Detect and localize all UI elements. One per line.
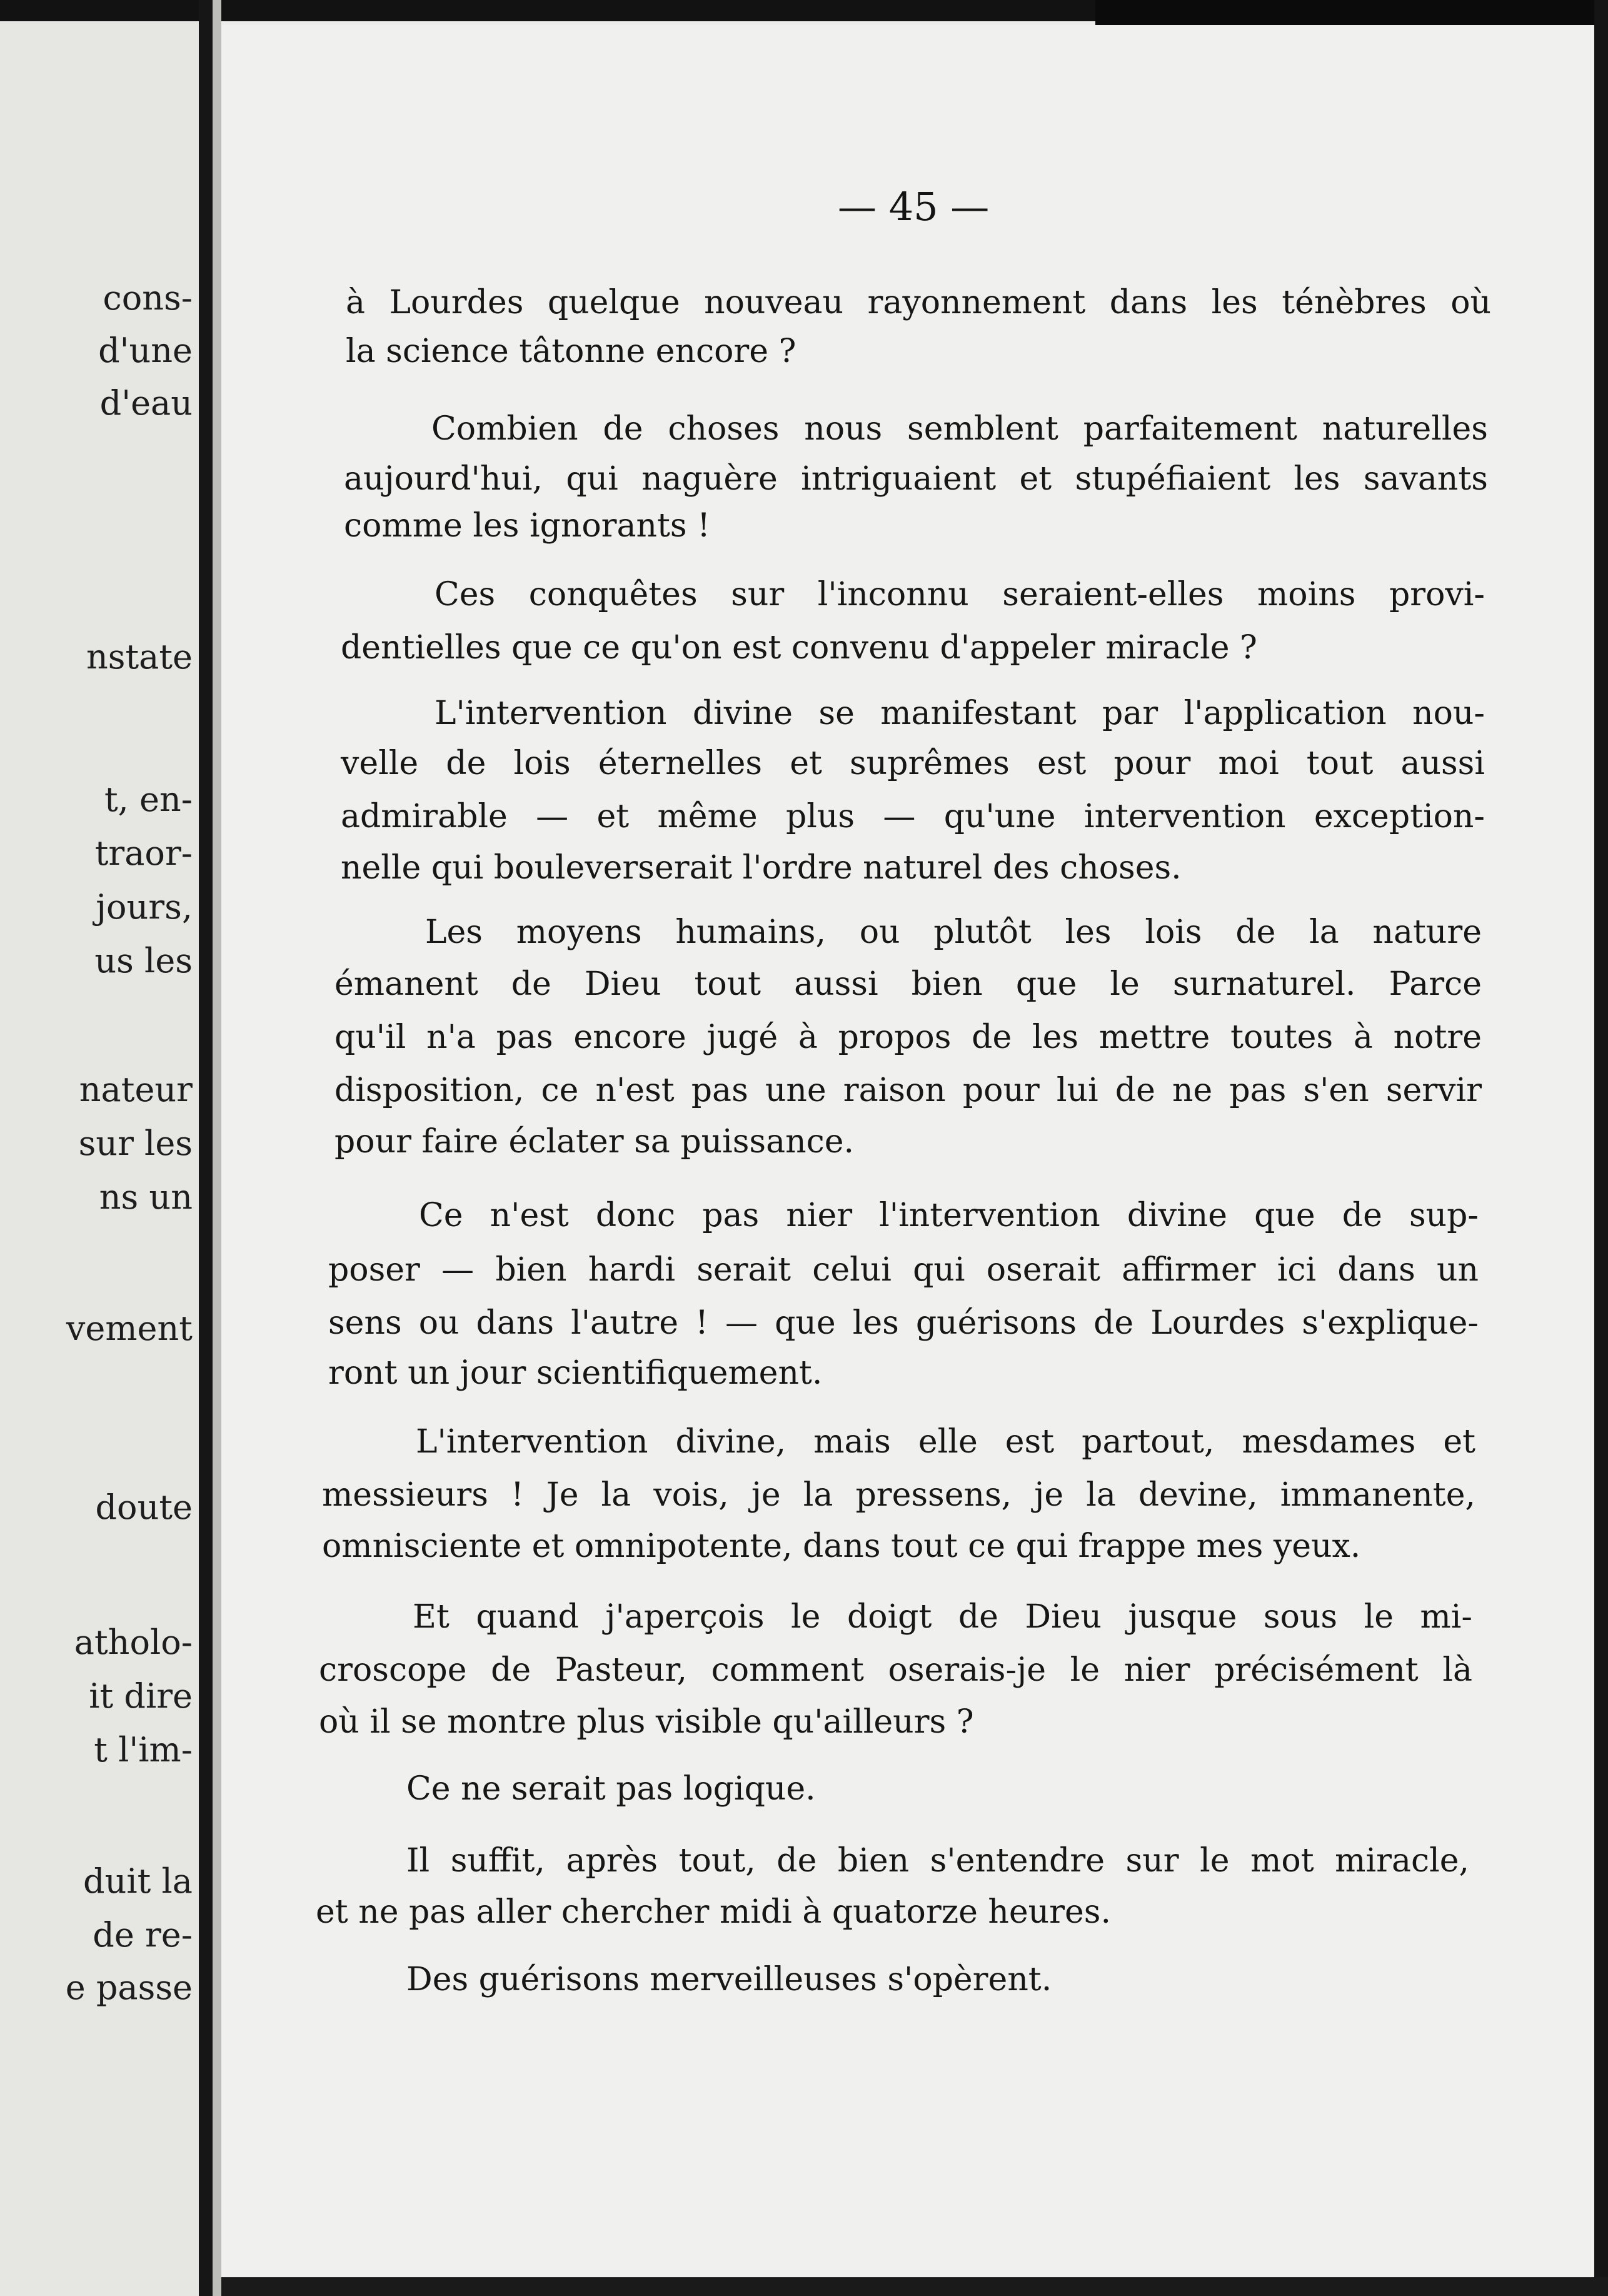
left-fragment: us les <box>94 941 193 980</box>
text-line: poser — bien hardi serait celui qui oserait affirmer ici dans un <box>328 1251 1479 1289</box>
text-line: ront un jour scientifiquement. <box>328 1354 823 1392</box>
text-line: Ce ne serait pas logique. <box>406 1770 816 1808</box>
left-fragment: e passe <box>65 1968 193 2007</box>
text-line: Les moyens humains, ou plutôt les lois de la nature <box>425 914 1482 951</box>
left-fragment: jours, <box>96 887 193 927</box>
page-number: — 45 — <box>838 184 990 229</box>
text-line: L'intervention divine se manifestant par l'application nou- <box>435 695 1485 732</box>
text-line: omnisciente et omnipotente, dans tout ce qui frappe mes yeux. <box>322 1528 1361 1565</box>
left-fragment: nstate <box>86 637 193 677</box>
text-line: à Lourdes quelque nouveau rayonnement dans les ténèbres où <box>346 284 1491 321</box>
text-line: la science tâtonne encore ? <box>346 333 796 370</box>
left-fragment: t l'im- <box>94 1730 193 1770</box>
text-line: qu'il n'a pas encore jugé à propos de les mettre toutes à notre <box>334 1019 1482 1056</box>
left-fragment: sur les <box>78 1124 193 1163</box>
text-line: admirable — et même plus — qu'une intervention exception- <box>341 798 1485 835</box>
text-line: Combien de choses nous semblent parfaitement naturelles <box>431 410 1488 448</box>
text-line: Ce n'est donc pas nier l'intervention divine que de sup- <box>419 1197 1479 1234</box>
text-line: Ces conquêtes sur l'inconnu seraient-elles moins provi- <box>435 576 1485 613</box>
left-fragment: vement <box>66 1309 193 1348</box>
left-fragment: atholo- <box>74 1623 193 1662</box>
left-fragment: de re- <box>93 1915 193 1955</box>
film-right-edge <box>1594 0 1608 2296</box>
left-facing-page <box>0 21 199 2296</box>
text-line: dentielles que ce qu'on est convenu d'appeler miracle ? <box>341 629 1257 667</box>
text-line: et ne pas aller chercher midi à quatorze heures. <box>316 1893 1111 1931</box>
text-line: disposition, ce n'est pas une raison pour lui de ne pas s'en servir <box>334 1072 1482 1109</box>
page-gutter-shadow <box>213 0 221 2296</box>
left-fragment: t, en- <box>104 780 193 819</box>
text-line: messieurs ! Je la vois, je la pressens, je la devine, immanente, <box>322 1476 1475 1514</box>
left-fragment: d'une <box>98 331 193 370</box>
text-line: comme les ignorants ! <box>344 507 711 545</box>
left-fragment: d'eau <box>99 383 193 423</box>
left-fragment: traor- <box>94 833 193 873</box>
left-fragment: cons- <box>103 278 193 318</box>
left-fragment: doute <box>95 1488 193 1527</box>
text-line: Des guérisons merveilleuses s'opèrent. <box>406 1961 1052 1998</box>
text-line: où il se montre plus visible qu'ailleurs ? <box>319 1703 974 1741</box>
left-fragment: ns un <box>99 1177 193 1217</box>
text-line: L'intervention divine, mais elle est partout, mesdames et <box>416 1423 1475 1461</box>
film-bottom-edge <box>221 2277 1608 2296</box>
left-fragment: nateur <box>79 1070 193 1109</box>
text-line: Et quand j'aperçois le doigt de Dieu jusque sous le mi- <box>413 1598 1472 1636</box>
text-line: sens ou dans l'autre ! — que les guérisons de Lourdes s'explique- <box>328 1304 1479 1342</box>
text-line: velle de lois éternelles et suprêmes est pour moi tout aussi <box>341 745 1485 782</box>
page-gutter <box>199 0 213 2296</box>
text-line: émanent de Dieu tout aussi bien que le surnaturel. Parce <box>334 965 1482 1003</box>
left-fragment: it dire <box>89 1676 193 1716</box>
left-fragment: duit la <box>83 1861 193 1901</box>
text-line: Il suffit, après tout, de bien s'entendre sur le mot miracle, <box>406 1842 1469 1880</box>
text-line: nelle qui bouleverserait l'ordre naturel des choses. <box>341 849 1182 887</box>
text-line: pour faire éclater sa puissance. <box>334 1123 855 1161</box>
text-line: croscope de Pasteur, comment oserais-je le nier précisément là <box>319 1651 1472 1689</box>
film-top-edge-right <box>1095 0 1608 28</box>
text-line: aujourd'hui, qui naguère intriguaient et stupéfiaient les savants <box>344 460 1488 498</box>
